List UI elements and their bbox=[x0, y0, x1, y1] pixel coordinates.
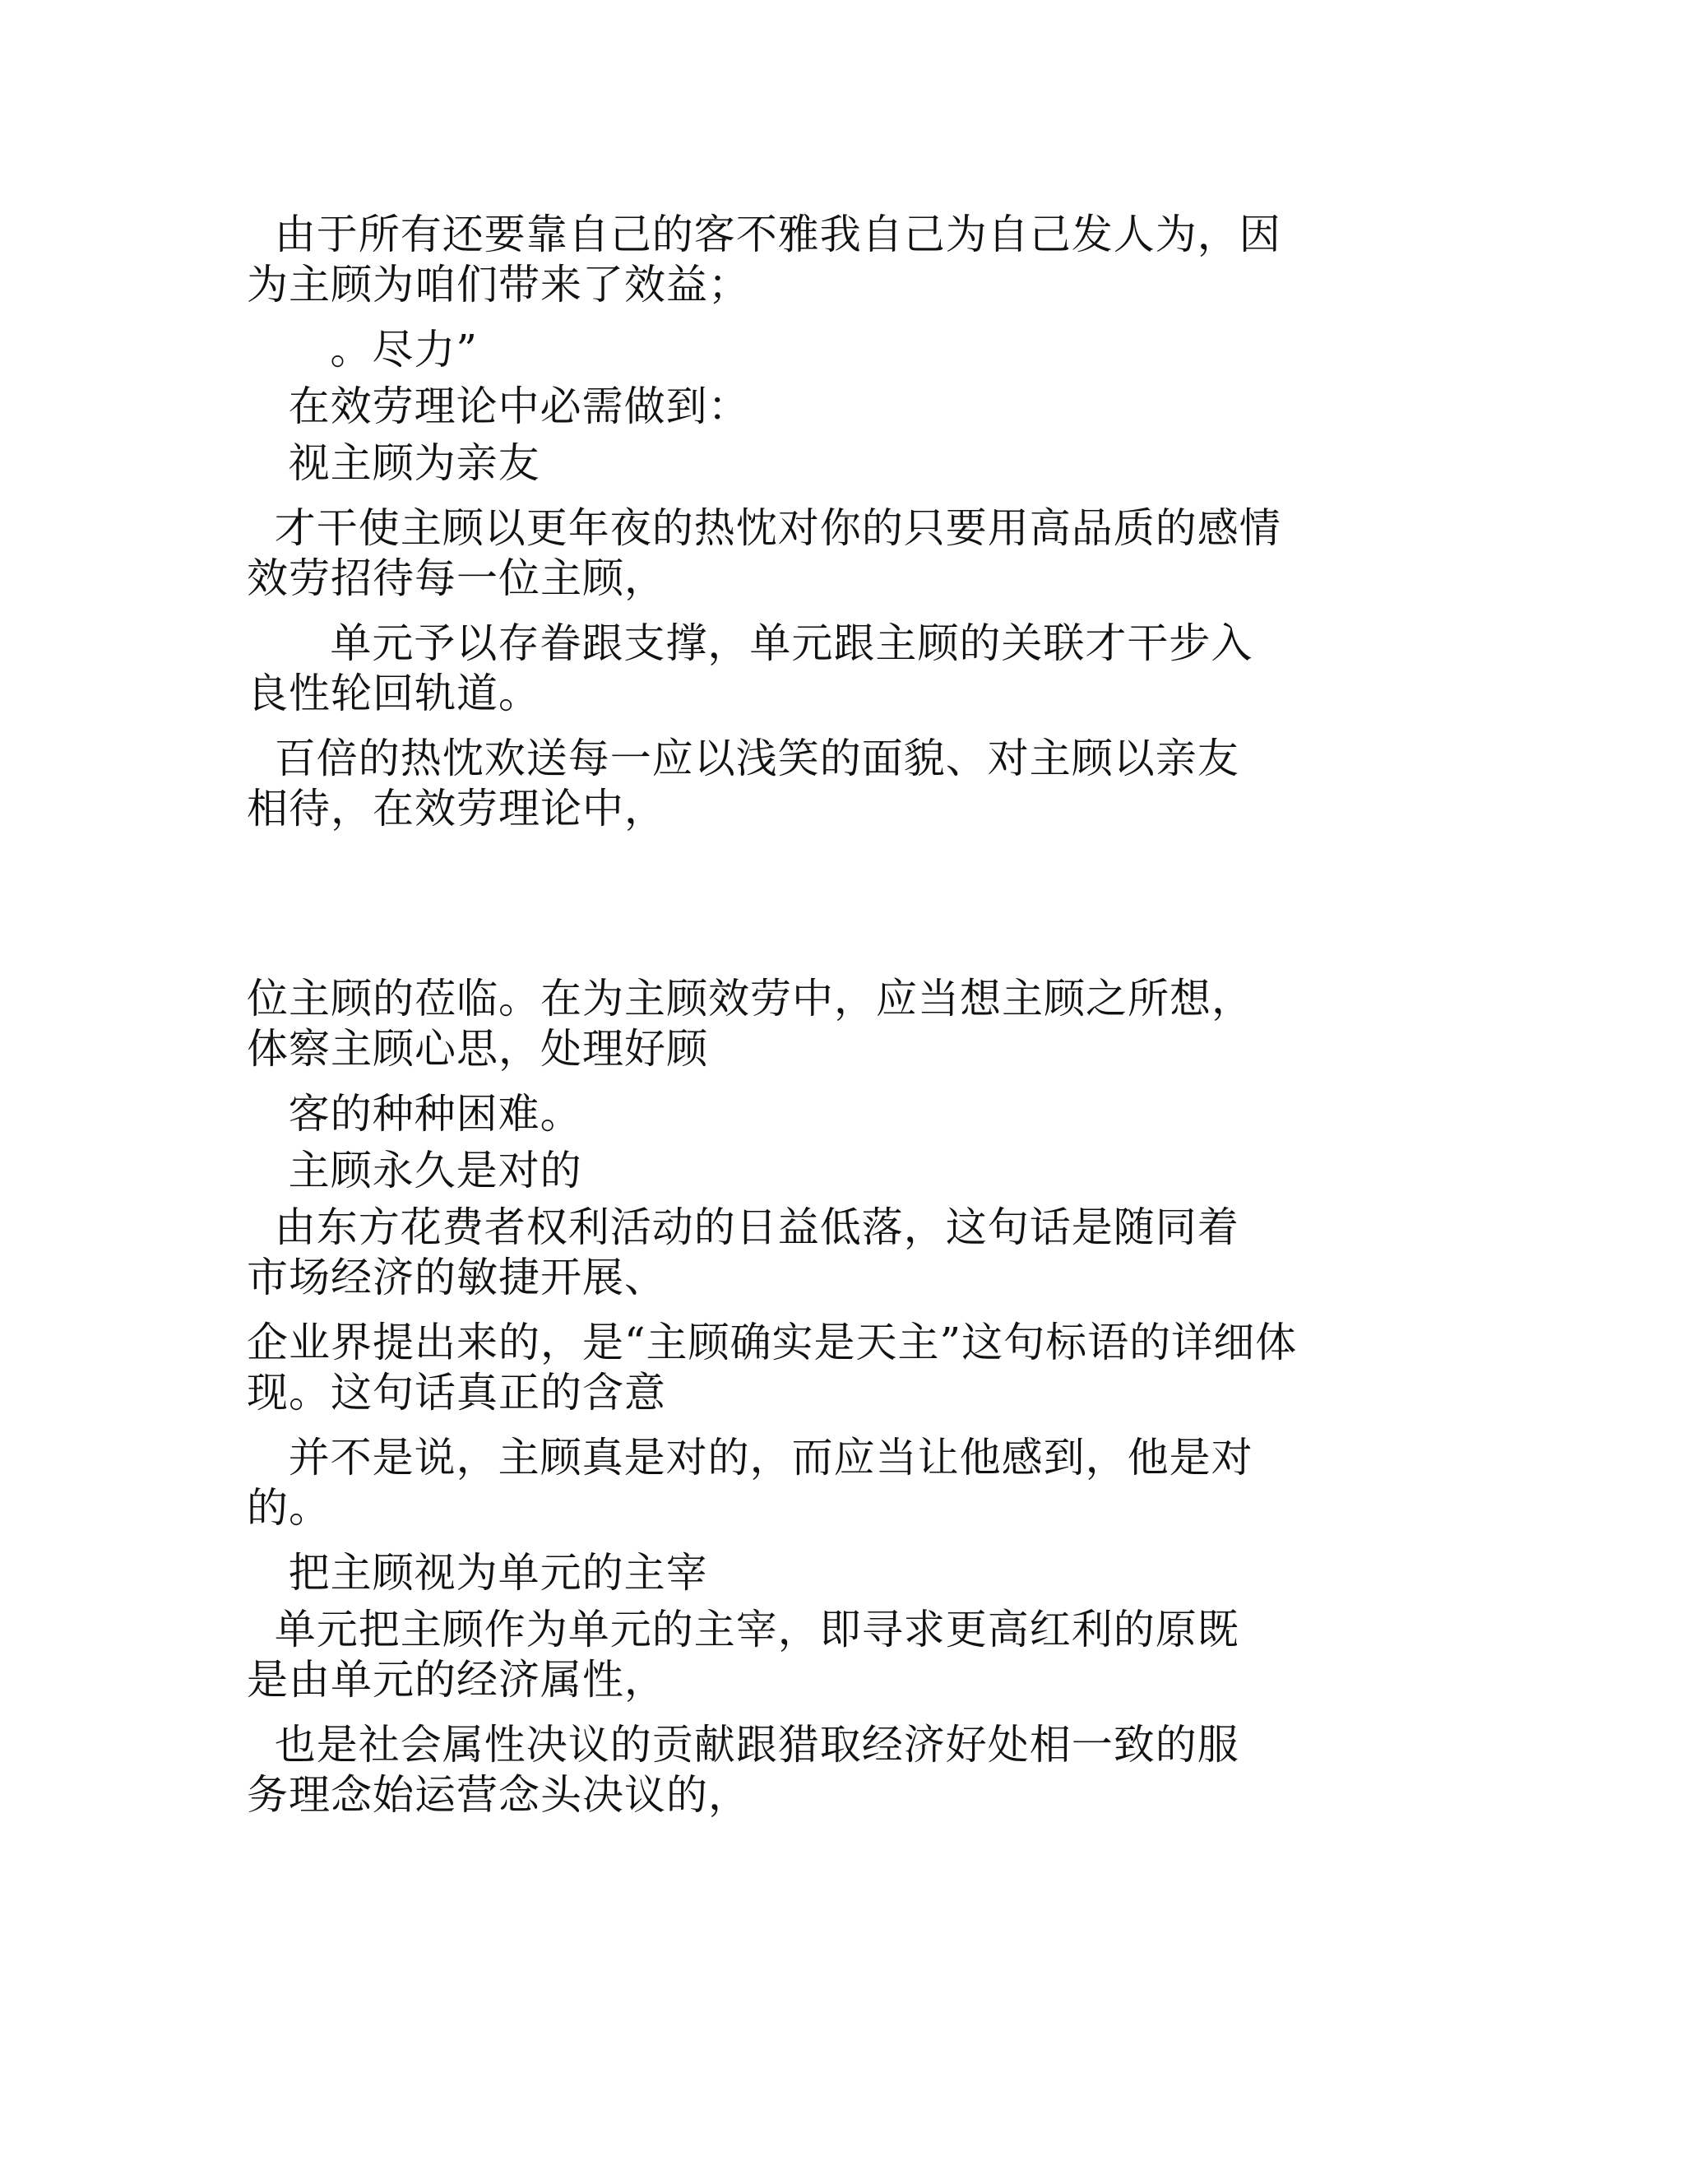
text-line: 百倍的热忱欢送每一应以浅笑的面貌、对主顾以亲友 bbox=[247, 735, 1239, 782]
text-line: 在效劳理论中必需做到： bbox=[247, 383, 750, 430]
text-line: 。尽力” bbox=[247, 326, 478, 373]
paragraph bbox=[247, 619, 1415, 719]
text-line: 务理念始运营念头决议的， bbox=[247, 1771, 750, 1819]
text-line: 主顾永久是对的 bbox=[247, 1147, 582, 1194]
paragraph bbox=[247, 734, 1415, 834]
paragraph bbox=[247, 1605, 1415, 1705]
text-line: 良性轮回轨道。 bbox=[247, 670, 540, 717]
text-line: 企业界提出来的，是“主顾确实是天主”这句标语的详细体 bbox=[247, 1319, 1298, 1366]
text-line: 客的种种困难。 bbox=[247, 1090, 582, 1138]
text-line: 视主顾为亲友 bbox=[247, 439, 540, 487]
paragraph bbox=[247, 1089, 1415, 1139]
paragraph bbox=[247, 325, 1415, 375]
text-line: 为主顾为咱们带来了效益； bbox=[247, 261, 750, 308]
section-heading bbox=[247, 1548, 1415, 1598]
text-line: 由于所有还要靠自己的客不雅我自己为自己发人为，因 bbox=[247, 211, 1281, 258]
paragraph bbox=[247, 1433, 1415, 1533]
paragraph bbox=[247, 974, 1415, 1074]
text-line: 体察主顾心思，处理好顾 bbox=[247, 1025, 708, 1073]
paragraph bbox=[247, 1318, 1415, 1418]
text-line: 是由单元的经济属性， bbox=[247, 1656, 666, 1704]
paragraph bbox=[247, 503, 1415, 604]
section-heading bbox=[247, 1146, 1415, 1196]
text-line: 才干使主顾以更年夜的热忱对你的只要用高品质的感情 bbox=[247, 504, 1281, 552]
text-line: 单元把主顾作为单元的主宰，即寻求更高红利的原既 bbox=[247, 1606, 1239, 1653]
paragraph bbox=[247, 1720, 1415, 1820]
document-body bbox=[247, 210, 1415, 1835]
text-line: 的。 bbox=[247, 1484, 331, 1532]
text-line: 单元予以存眷跟支撑，单元跟主顾的关联才干步入 bbox=[247, 619, 1253, 667]
paragraph bbox=[247, 1203, 1415, 1303]
text-line: 由东方花费者权利活动的日益低落，这句话是随同着 bbox=[247, 1203, 1239, 1251]
text-line: 把主顾视为单元的主宰 bbox=[247, 1549, 708, 1597]
section-heading bbox=[247, 438, 1415, 489]
text-line: 也是社会属性决议的贡献跟猎取经济好处相一致的服 bbox=[247, 1721, 1239, 1769]
text-line: 效劳招待每一位主顾， bbox=[247, 554, 666, 602]
paragraph bbox=[247, 210, 1415, 310]
text-line: 市场经济的敏捷开展、 bbox=[247, 1254, 666, 1301]
text-line: 位主顾的莅临。在为主顾效劳中，应当想主顾之所想， bbox=[247, 975, 1253, 1022]
text-line: 并不是说，主顾真是对的，而应当让他感到，他是对 bbox=[247, 1434, 1253, 1482]
text-line: 相待，在效劳理论中， bbox=[247, 785, 666, 832]
paragraph bbox=[247, 382, 1415, 432]
text-line: 现。这句话真正的含意 bbox=[247, 1369, 666, 1417]
